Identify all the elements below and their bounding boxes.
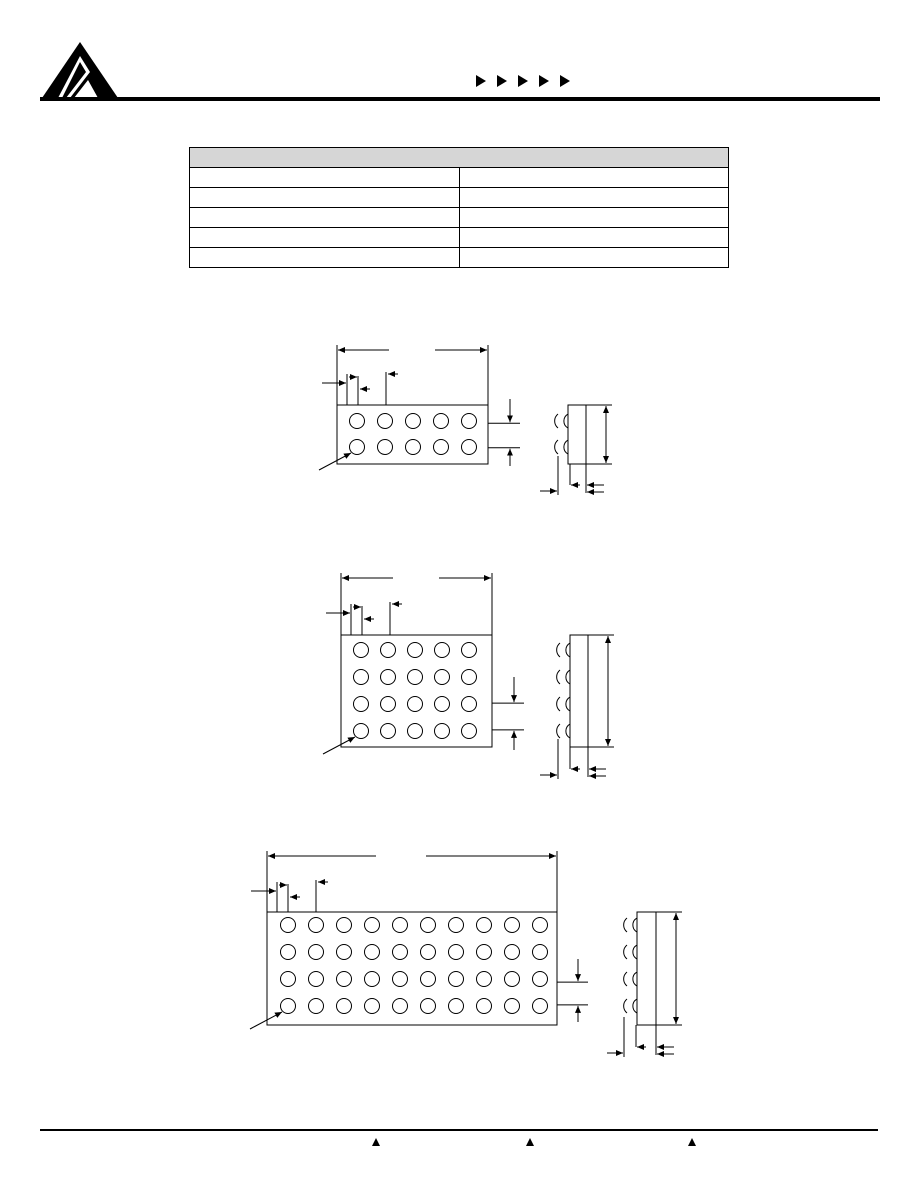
solder-ball [505, 918, 520, 933]
solder-ball [378, 414, 393, 429]
solder-ball [309, 972, 324, 987]
solder-ball [406, 414, 421, 429]
side-ball [633, 945, 637, 959]
side-ball [557, 643, 560, 657]
solder-ball [337, 972, 352, 987]
package-body [341, 635, 492, 747]
side-ball [564, 414, 568, 428]
solder-ball [477, 999, 492, 1014]
solder-ball [337, 918, 352, 933]
solder-ball [281, 972, 296, 987]
solder-ball [337, 999, 352, 1014]
solder-ball [381, 643, 396, 658]
solder-ball [381, 697, 396, 712]
package-body [267, 912, 557, 1025]
side-ball [624, 918, 627, 932]
solder-ball [435, 643, 450, 658]
solder-ball [365, 972, 380, 987]
solder-ball [281, 918, 296, 933]
pin1-leader [250, 1012, 282, 1029]
solder-ball [434, 440, 449, 455]
solder-ball [421, 999, 436, 1014]
solder-ball [533, 918, 548, 933]
solder-ball [354, 724, 369, 739]
solder-ball [281, 999, 296, 1014]
side-ball [557, 670, 560, 684]
solder-ball [505, 999, 520, 1014]
pin1-leader [319, 453, 351, 470]
solder-ball [393, 918, 408, 933]
side-ball [566, 697, 570, 711]
solder-ball [378, 440, 393, 455]
solder-ball [462, 697, 477, 712]
solder-ball [533, 972, 548, 987]
solder-ball [309, 999, 324, 1014]
solder-ball [421, 918, 436, 933]
side-ball [566, 670, 570, 684]
side-ball [624, 945, 627, 959]
solder-ball [449, 918, 464, 933]
solder-ball [477, 945, 492, 960]
solder-ball [449, 999, 464, 1014]
solder-ball [421, 972, 436, 987]
side-ball [557, 724, 560, 738]
solder-ball [350, 414, 365, 429]
solder-ball [435, 670, 450, 685]
side-ball [555, 414, 558, 428]
solder-ball [408, 643, 423, 658]
side-ball [564, 440, 568, 454]
solder-ball [435, 724, 450, 739]
side-view-body [568, 405, 586, 464]
side-ball [624, 972, 627, 986]
solder-ball [365, 999, 380, 1014]
solder-ball [365, 918, 380, 933]
solder-ball [408, 697, 423, 712]
solder-ball [281, 945, 296, 960]
solder-ball [354, 697, 369, 712]
side-ball [624, 999, 627, 1013]
triangle-up-icon [372, 1138, 380, 1146]
solder-ball [354, 643, 369, 658]
solder-ball [381, 724, 396, 739]
triangle-up-icon [688, 1138, 696, 1146]
solder-ball [434, 414, 449, 429]
solder-ball [462, 724, 477, 739]
triangle-up-icon [526, 1138, 534, 1146]
solder-ball [533, 999, 548, 1014]
solder-ball [462, 414, 477, 429]
solder-ball [477, 918, 492, 933]
solder-ball [533, 945, 548, 960]
solder-ball [408, 670, 423, 685]
solder-ball [449, 945, 464, 960]
pin1-leader [323, 737, 355, 754]
solder-ball [365, 945, 380, 960]
solder-ball [435, 697, 450, 712]
solder-ball [421, 945, 436, 960]
solder-ball [381, 670, 396, 685]
solder-ball [337, 945, 352, 960]
solder-ball [462, 670, 477, 685]
side-ball [633, 972, 637, 986]
solder-ball [505, 945, 520, 960]
solder-ball [309, 945, 324, 960]
side-view-body [637, 912, 656, 1025]
solder-ball [393, 972, 408, 987]
side-ball [557, 697, 560, 711]
solder-ball [462, 643, 477, 658]
side-ball [555, 440, 558, 454]
side-view-body [570, 635, 588, 747]
solder-ball [505, 972, 520, 987]
side-ball [566, 643, 570, 657]
solder-ball [393, 945, 408, 960]
solder-ball [393, 999, 408, 1014]
solder-ball [309, 918, 324, 933]
solder-ball [406, 440, 421, 455]
side-ball [633, 999, 637, 1013]
side-ball [633, 918, 637, 932]
solder-ball [477, 972, 492, 987]
solder-ball [408, 724, 423, 739]
solder-ball [350, 440, 365, 455]
solder-ball [354, 670, 369, 685]
solder-ball [462, 440, 477, 455]
solder-ball [449, 972, 464, 987]
side-ball [566, 724, 570, 738]
footer-rule [40, 1129, 878, 1131]
